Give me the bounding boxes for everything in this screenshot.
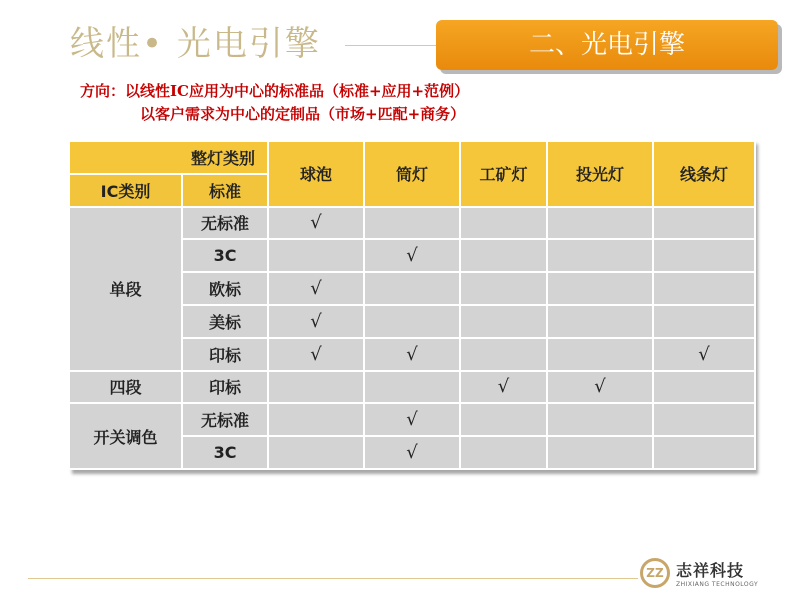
empty-cell (364, 207, 460, 240)
check-mark-cell: √ (364, 403, 460, 436)
empty-cell (268, 371, 364, 404)
table-row (69, 403, 755, 436)
standard-cell: 3C (182, 239, 268, 272)
logo-name-cn: 志祥科技 (676, 561, 745, 580)
header-lamp-category: 整灯类别 (69, 141, 268, 174)
standard-cell: 美标 (182, 305, 268, 338)
ic-category-cell: 开关调色 (69, 403, 182, 469)
empty-cell (364, 305, 460, 338)
empty-cell (460, 436, 547, 469)
footer-divider (28, 578, 638, 579)
empty-cell (653, 371, 755, 404)
logo-name-en: ZHIXIANG TECHNOLOGY (676, 581, 759, 588)
page-title: 线性• 光电引擎 (70, 24, 321, 64)
check-mark-cell: √ (268, 338, 364, 371)
ic-category-cell: 单段 (69, 207, 182, 371)
empty-cell (268, 239, 364, 272)
check-mark-cell: √ (268, 207, 364, 240)
check-mark-cell: √ (268, 272, 364, 305)
empty-cell (268, 436, 364, 469)
empty-cell (547, 239, 653, 272)
empty-cell (547, 305, 653, 338)
empty-cell (460, 305, 547, 338)
col-header: 线条灯 (653, 141, 755, 207)
empty-cell (653, 207, 755, 240)
empty-cell (460, 403, 547, 436)
empty-cell (653, 436, 755, 469)
empty-cell (653, 239, 755, 272)
title-divider (345, 45, 445, 46)
col-header: 工矿灯 (460, 141, 547, 207)
direction-line-2: 以客户需求为中心的定制品（市场+匹配+商务） (140, 105, 466, 123)
check-mark-cell: √ (547, 371, 653, 404)
logo-mark: ZZ (640, 558, 670, 588)
empty-cell (547, 403, 653, 436)
empty-cell (460, 272, 547, 305)
direction-line-1: 方向：以线性IC应用为中心的标准品（标准+应用+范例） (80, 82, 470, 100)
standard-cell: 3C (182, 436, 268, 469)
empty-cell (547, 338, 653, 371)
standard-cell: 印标 (182, 371, 268, 404)
header-standard: 标准 (182, 174, 268, 207)
check-mark-cell: √ (364, 436, 460, 469)
empty-cell (364, 272, 460, 305)
col-header: 球泡 (268, 141, 364, 207)
check-mark-cell: √ (364, 338, 460, 371)
header-ic-category: IC类别 (69, 174, 182, 207)
empty-cell (364, 371, 460, 404)
empty-cell (547, 436, 653, 469)
check-mark-cell: √ (364, 239, 460, 272)
empty-cell (653, 305, 755, 338)
company-logo (640, 558, 758, 588)
empty-cell (653, 403, 755, 436)
empty-cell (653, 272, 755, 305)
ic-category-cell: 四段 (69, 371, 182, 404)
product-matrix-table (68, 140, 754, 470)
section-badge: 二、光电引擎 (436, 20, 778, 70)
col-header: 投光灯 (547, 141, 653, 207)
empty-cell (268, 403, 364, 436)
empty-cell (460, 239, 547, 272)
empty-cell (460, 207, 547, 240)
check-mark-cell: √ (653, 338, 755, 371)
empty-cell (460, 338, 547, 371)
standard-cell: 无标准 (182, 403, 268, 436)
table-row (69, 207, 755, 240)
check-mark-cell: √ (460, 371, 547, 404)
check-mark-cell: √ (268, 305, 364, 338)
empty-cell (547, 272, 653, 305)
standard-cell: 欧标 (182, 272, 268, 305)
empty-cell (547, 207, 653, 240)
table-row (69, 371, 755, 404)
col-header: 筒灯 (364, 141, 460, 207)
standard-cell: 无标准 (182, 207, 268, 240)
standard-cell: 印标 (182, 338, 268, 371)
